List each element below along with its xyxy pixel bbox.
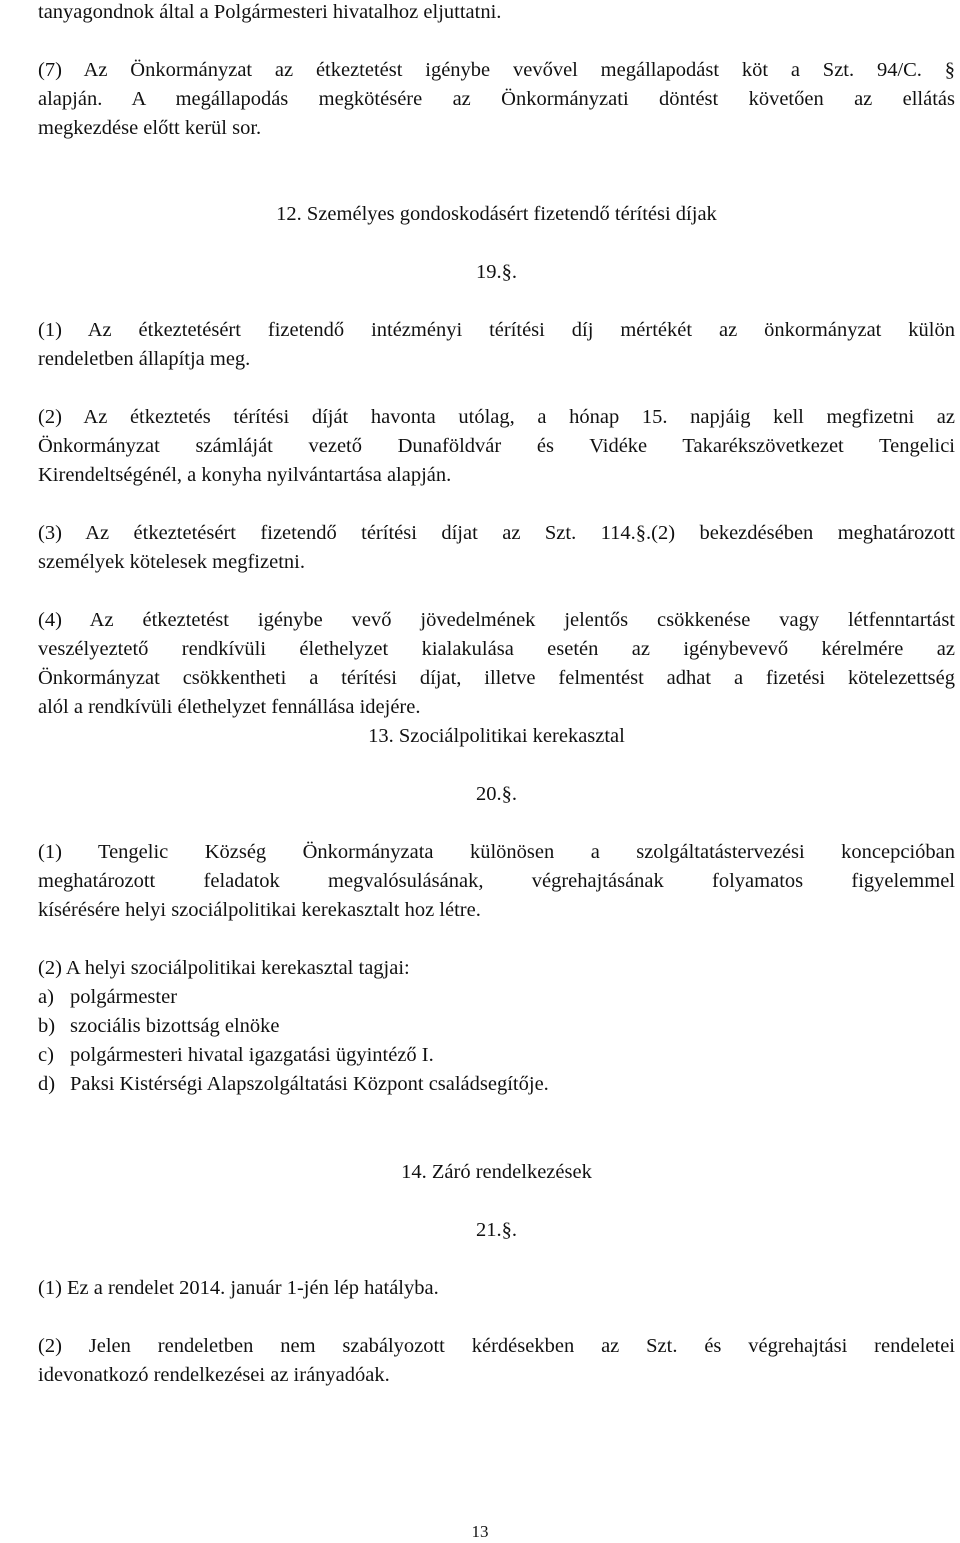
- s19-paragraph-1-line: rendeletben állapítja meg.: [38, 348, 251, 370]
- section-19-number: 19.§.: [476, 261, 517, 283]
- member-list-item: [38, 1043, 434, 1067]
- list-text: szociális bizottság elnöke: [70, 1015, 280, 1037]
- s19-paragraph-2-line: Önkormányzat számláját vezető Dunaföldvár és Vidéke Takarékszövetkezet Tengelici: [38, 435, 955, 457]
- list-letter: a): [38, 986, 54, 1008]
- list-letter: b): [38, 1015, 56, 1037]
- section-14-title: 14. Záró rendelkezések: [401, 1161, 592, 1183]
- list-letter: c): [38, 1044, 54, 1066]
- paragraph-7-line: alapján. A megállapodás megkötésére az Önkormányzati döntést követően az ellátás: [38, 88, 955, 110]
- list-letter: d): [38, 1073, 56, 1095]
- s19-paragraph-1-line: (1) Az étkeztetésért fizetendő intézményi térítési díj mértékét az önkormányzat külön: [38, 319, 955, 341]
- list-text: polgármesteri hivatal igazgatási ügyintéző I.: [70, 1044, 434, 1066]
- list-text: Paksi Kistérségi Alapszolgáltatási Központ családsegítője.: [70, 1073, 549, 1095]
- s19-paragraph-4-line: (4) Az étkeztetést igénybe vevő jövedelmének jelentős csökkenése vagy létfenntartást: [38, 609, 955, 631]
- s19-paragraph-2-line: Kirendeltségénél, a konyha nyilvántartása alapján.: [38, 464, 452, 486]
- section-13-title: 13. Szociálpolitikai kerekasztal: [368, 725, 625, 747]
- s19-paragraph-4-line: alól a rendkívüli élethelyzet fennállása idejére.: [38, 696, 421, 718]
- s21-paragraph-2-line: idevonatkozó rendelkezései az irányadóak.: [38, 1364, 390, 1386]
- s19-paragraph-3-line: (3) Az étkeztetésért fizetendő térítési díjat az Szt. 114.§.(2) bekezdésében meghatározott: [38, 522, 955, 544]
- paragraph-7-line: megkezdése előtt kerül sor.: [38, 117, 262, 139]
- s20-paragraph-1-line: kísérésére helyi szociálpolitikai kerekasztalt hoz létre.: [38, 899, 481, 921]
- paragraph-7-line: (7) Az Önkormányzat az étkeztetést igénybe vevővel megállapodást köt a Szt. 94/C. §: [38, 59, 955, 81]
- page-number: 13: [471, 1522, 489, 1541]
- member-list-item: [38, 985, 177, 1009]
- s20-paragraph-2-intro: (2) A helyi szociálpolitikai kerekasztal tagjai:: [38, 957, 410, 979]
- s19-paragraph-4-line: Önkormányzat csökkentheti a térítési díjat, illetve felmentést adhat a fizetési kötelezettség: [38, 667, 955, 689]
- s19-paragraph-3-line: személyek kötelesek megfizetni.: [38, 551, 305, 573]
- list-text: polgármester: [70, 986, 178, 1008]
- member-list-item: [38, 1014, 280, 1038]
- section-20-number: 20.§.: [476, 783, 517, 805]
- s20-paragraph-1-line: (1) Tengelic Község Önkormányzata különösen a szolgáltatástervezési koncepcióban: [38, 841, 955, 863]
- s21-paragraph-2-line: (2) Jelen rendeletben nem szabályozott kérdésekben az Szt. és végrehajtási rendeletei: [38, 1335, 955, 1357]
- s20-paragraph-1-line: meghatározott feladatok megvalósulásának, végrehajtásának folyamatos figyelemmel: [38, 870, 955, 892]
- section-21-number: 21.§.: [476, 1219, 517, 1241]
- section-12-title: 12. Személyes gondoskodásért fizetendő térítési díjak: [276, 203, 717, 225]
- s21-paragraph-1: (1) Ez a rendelet 2014. január 1-jén lép hatályba.: [38, 1277, 439, 1299]
- s19-paragraph-4-line: veszélyeztető rendkívüli élethelyzet kialakulása esetén az igénybevevő kérelmére az: [38, 638, 955, 660]
- member-list-item: [38, 1072, 549, 1096]
- paragraph-line: tanyagondnok által a Polgármesteri hivatalhoz eljuttatni.: [38, 1, 502, 23]
- s19-paragraph-2-line: (2) Az étkeztetés térítési díját havonta utólag, a hónap 15. napjáig kell megfizetni az: [38, 406, 955, 428]
